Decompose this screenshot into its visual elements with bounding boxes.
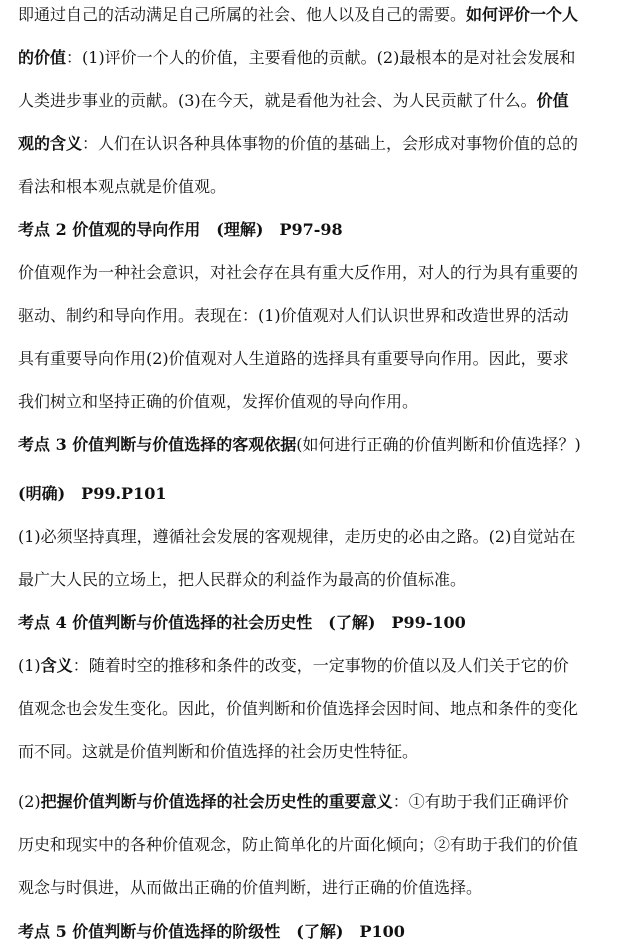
heading-part: (明确) — [18, 484, 66, 503]
text-line — [18, 129, 622, 159]
text-line — [18, 651, 622, 681]
text-line — [18, 301, 622, 331]
text-segment: 看法和根本观点就是价值观。 — [18, 177, 227, 196]
text-segment: ：(1)评价一个人的价值，主要看他的贡献。(2)最根本的是对社会发展和 — [66, 48, 576, 67]
text-segment: ：①有助于我们正确评价 — [392, 792, 569, 811]
bold-term: 价值 — [536, 91, 569, 110]
text-segment: 而不同。这就是价值判断和价值选择的社会历史性特征。 — [18, 742, 419, 761]
text-segment: 具有重要导向作用(2)价值观对人生道路的选择具有重要导向作用。因此，要求 — [18, 349, 569, 368]
text-segment: 人类进步事业的贡献。(3)在今天，就是看他为社会、为人民贡献了什么。 — [18, 91, 537, 110]
heading-part: (了解) — [328, 613, 376, 632]
text-line — [18, 387, 622, 417]
text-segment: 值观念也会发生变化。因此，价值判断和价值选择会因时间、地点和条件的变化 — [18, 699, 579, 718]
text-line — [18, 172, 622, 202]
heading-part: (理解) — [216, 220, 264, 239]
heading-part: 考点 5 价值判断与价值选择的阶级性 — [18, 922, 281, 941]
text-segment: 历史和现实中的各种价值观念，防止简单化的片面化倾向；②有助于我们的价值 — [18, 835, 579, 854]
text-segment: (如何进行正确的价值判断和价值选择？) — [296, 435, 581, 454]
text-segment: 观念与时俱进，从而做出正确的价值判断，进行正确的价值选择。 — [18, 878, 483, 897]
heading-part: P99.P101 — [81, 484, 167, 503]
section-heading — [18, 608, 622, 638]
text-segment: (1)必须坚持真理，遵循社会发展的客观规律，走历史的必由之路。(2)自觉站在 — [18, 527, 576, 546]
bold-term: 含义 — [40, 656, 73, 675]
text-line — [18, 830, 622, 860]
text-line — [18, 344, 622, 374]
bold-term: 如何评价一个人 — [466, 5, 579, 24]
text-segment: ：人们在认识各种具体事物的价值的基础上，会形成对事物价值的总的 — [82, 134, 579, 153]
text-segment: 最广大人民的立场上，把人民群众的利益作为最高的价值标准。 — [18, 570, 467, 589]
heading-part: 考点 2 价值观的导向作用 — [18, 220, 201, 239]
text-segment: 价值观作为一种社会意识，对社会存在具有重大反作用，对人的行为具有重要的 — [18, 263, 579, 282]
text-line — [18, 522, 622, 552]
bold-term: 的价值 — [18, 48, 67, 67]
heading-part: (了解) — [296, 922, 344, 941]
text-line — [18, 787, 622, 817]
bold-term: 观的含义 — [18, 134, 83, 153]
text-segment: 我们树立和坚持正确的价值观，发挥价值观的导向作用。 — [18, 392, 419, 411]
heading-part: P99-100 — [391, 613, 466, 632]
bold-term: 考点 3 价值判断与价值选择的客观依据 — [18, 435, 297, 454]
text-segment: (2) — [18, 792, 41, 811]
section-heading — [18, 917, 622, 947]
text-line — [18, 873, 622, 903]
section-heading — [18, 479, 622, 509]
bold-term: 把握价值判断与价值选择的社会历史性的重要意义 — [40, 792, 393, 811]
text-segment: 驱动、制约和导向作用。表现在：(1)价值观对人们认识世界和改造世界的活动 — [18, 306, 569, 325]
text-line — [18, 430, 622, 460]
section-heading — [18, 215, 622, 245]
text-segment: (1) — [18, 656, 41, 675]
heading-part: 考点 4 价值判断与价值选择的社会历史性 — [18, 613, 313, 632]
text-line — [18, 694, 622, 724]
text-line — [18, 86, 622, 116]
heading-part: P97-98 — [279, 220, 343, 239]
text-line — [18, 565, 622, 595]
text-segment: ：随着时空的推移和条件的改变，一定事物的价值以及人们关于它的价 — [72, 656, 569, 675]
text-line — [18, 43, 622, 73]
text-line — [18, 258, 622, 288]
text-line — [18, 737, 622, 767]
text-line — [18, 0, 622, 30]
text-segment: 即通过自己的活动满足自己所属的社会、他人以及自己的需要。 — [18, 5, 467, 24]
heading-part: P100 — [359, 922, 405, 941]
